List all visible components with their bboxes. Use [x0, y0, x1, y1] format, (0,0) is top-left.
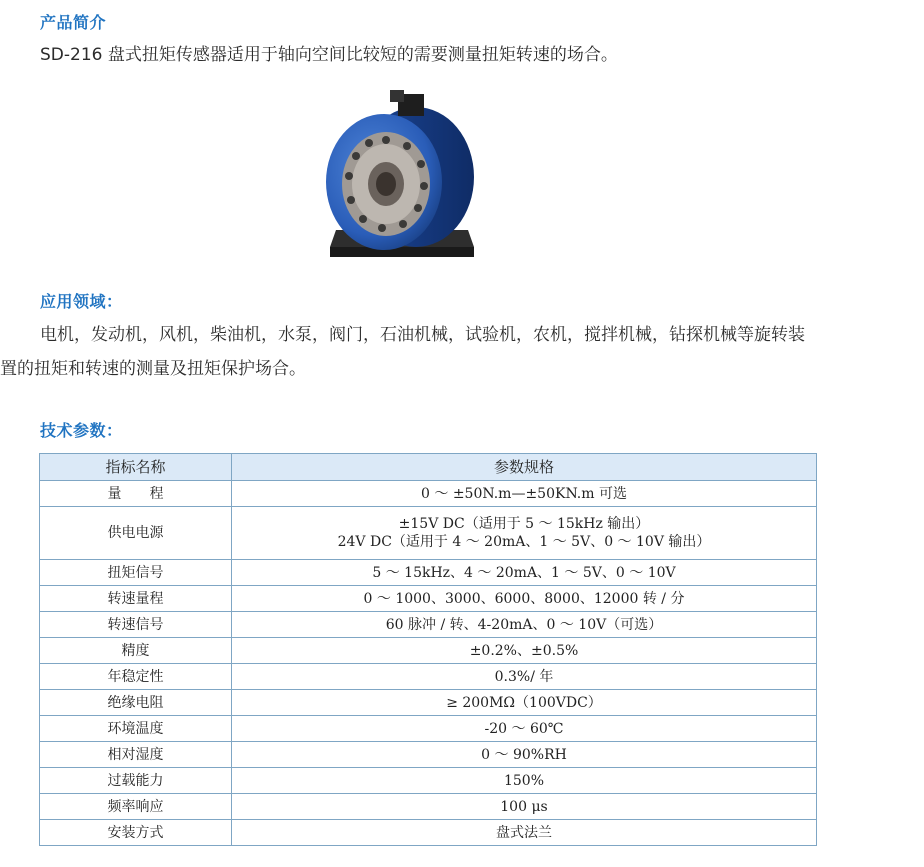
row-value: 0 ～ 1000、3000、6000、8000、12000 转 / 分: [232, 586, 817, 612]
sensor-photo: [316, 82, 486, 272]
row-value: 0.3%/ 年: [232, 664, 817, 690]
row-value: 0 ～ 90%RH: [232, 742, 817, 768]
table-header-row: [40, 454, 817, 481]
specs-heading: 技术参数：: [40, 421, 123, 440]
row-value-line2: 24V DC（适用于 4 ～ 20mA、1 ～ 5V、0 ～ 10V 输出）: [337, 534, 711, 550]
table-row: [40, 664, 817, 690]
row-name: 相对湿度: [40, 742, 232, 768]
row-value: 150%: [232, 768, 817, 794]
row-name: 转速量程: [40, 586, 232, 612]
row-name: [40, 481, 232, 507]
row-name: 过载能力: [40, 768, 232, 794]
row-name: 安装方式: [40, 820, 232, 846]
row-name: 扭矩信号: [40, 560, 232, 586]
table-row: [40, 742, 817, 768]
row-value-line1: ±15V DC（适用于 5 ～ 15kHz 输出）: [398, 516, 650, 532]
row-value: 0 ～ ±50N.m—±50KN.m 可选: [232, 481, 817, 507]
table-row: [40, 794, 817, 820]
intro-heading: 产品简介: [40, 13, 107, 32]
row-name: 年稳定性: [40, 664, 232, 690]
col-header-value: 参数规格: [232, 454, 817, 481]
table-row: [40, 690, 817, 716]
table-row: [40, 481, 817, 507]
table-row: [40, 612, 817, 638]
row-name: 转速信号: [40, 612, 232, 638]
row-name: 供电电源: [40, 507, 232, 560]
table-row: [40, 560, 817, 586]
table-row: [40, 638, 817, 664]
row-name: 频率响应: [40, 794, 232, 820]
intro-text: SD-216 盘式扭矩传感器适用于轴向空间比较短的需要测量扭矩转速的场合。: [40, 45, 618, 65]
row-name: 精度: [40, 638, 232, 664]
row-value: ≥ 200MΩ（100VDC）: [232, 690, 817, 716]
row-name-text: 量程: [107, 485, 192, 502]
table-row: [40, 586, 817, 612]
row-value: 5 ～ 15kHz、4 ～ 20mA、1 ～ 5V、0 ～ 10V: [232, 560, 817, 586]
row-value: -20 ～ 60℃: [232, 716, 817, 742]
row-name: 环境温度: [40, 716, 232, 742]
row-value: 100 μs: [232, 794, 817, 820]
row-value: ±0.2%、±0.5%: [232, 638, 817, 664]
table-row: [40, 716, 817, 742]
application-heading: 应用领域：: [40, 292, 123, 311]
row-value: [232, 507, 817, 560]
row-value: 盘式法兰: [232, 820, 817, 846]
application-text-line2: 置的扭矩和转速的测量及扭矩保护场合。: [0, 359, 306, 379]
table-row: [40, 820, 817, 846]
col-header-name: 指标名称: [40, 454, 232, 481]
spec-table: [39, 453, 817, 846]
table-row: [40, 507, 817, 560]
table-row: [40, 768, 817, 794]
row-value: 60 脉冲 / 转、4-20mA、0 ～ 10V（可选）: [232, 612, 817, 638]
application-text-line1: 电机，发动机，风机，柴油机，水泵，阀门，石油机械，试验机，农机，搅拌机械，钻探机械等旋转装: [40, 325, 805, 345]
row-name: 绝缘电阻: [40, 690, 232, 716]
